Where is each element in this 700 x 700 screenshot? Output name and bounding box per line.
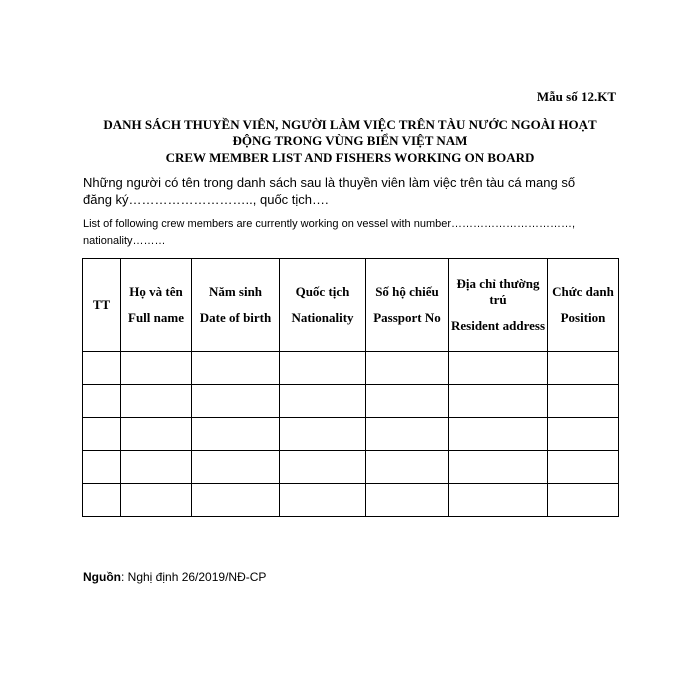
source-note (83, 570, 266, 584)
table-cell (83, 451, 121, 484)
table-cell (121, 385, 192, 418)
table-cell (449, 451, 548, 484)
table-cell (121, 352, 192, 385)
header-passport-no (366, 259, 449, 352)
header-passport-no-vi: Số hộ chiếu (375, 284, 439, 299)
table-row (83, 418, 619, 451)
header-tt-vi: TT (92, 297, 111, 312)
header-full-name-en: Full name (128, 310, 184, 325)
header-resident-address-en: Resident address (450, 318, 546, 333)
table-cell (449, 418, 548, 451)
crew-table (82, 258, 619, 517)
table-cell (548, 451, 619, 484)
header-full-name (121, 259, 192, 352)
intro-english: List of following crew members are currently working on vessel with number……………………………, nationality……… (83, 218, 576, 247)
header-date-of-birth-vi: Năm sinh (208, 284, 263, 299)
table-cell (366, 352, 449, 385)
table-cell (280, 484, 366, 517)
table-cell (366, 451, 449, 484)
table-cell (548, 418, 619, 451)
table-cell (83, 385, 121, 418)
intro-vietnamese: Những người có tên trong danh sách sau là thuyền viên làm việc trên tàu cá mang số đăng ký……………………….., quốc tịch…. (83, 175, 576, 207)
table-cell (366, 418, 449, 451)
table-header-row (83, 259, 619, 352)
title-line-2: ĐỘNG TRONG VÙNG BIỂN VIỆT NAM (232, 133, 468, 148)
header-full-name-vi: Họ và tên (129, 284, 183, 299)
table-cell (192, 418, 280, 451)
table-cell (83, 418, 121, 451)
header-date-of-birth (192, 259, 280, 352)
table-cell (548, 385, 619, 418)
table-cell (192, 385, 280, 418)
table-cell (548, 484, 619, 517)
table-cell (83, 352, 121, 385)
table-cell (121, 451, 192, 484)
table-cell (280, 352, 366, 385)
table-cell (280, 385, 366, 418)
table-cell (366, 385, 449, 418)
table-cell (449, 385, 548, 418)
header-nationality (280, 259, 366, 352)
source-text: : Nghị định 26/2019/NĐ-CP (121, 570, 267, 584)
table-cell (83, 484, 121, 517)
table-cell (366, 484, 449, 517)
header-position-vi: Chức danh (552, 284, 614, 299)
header-position (548, 259, 619, 352)
header-resident-address-vi: Địa chỉ thường trú (456, 276, 540, 307)
title-line-3: CREW MEMBER LIST AND FISHERS WORKING ON BOARD (165, 150, 535, 165)
table-row (83, 385, 619, 418)
table-cell (280, 418, 366, 451)
table-row (83, 352, 619, 385)
table-cell (192, 484, 280, 517)
header-resident-address (449, 259, 548, 352)
table-cell (280, 451, 366, 484)
header-passport-no-en: Passport No (373, 310, 441, 325)
source-label: Nguồn (83, 570, 121, 584)
table-cell (192, 451, 280, 484)
header-date-of-birth-en: Date of birth (199, 310, 272, 325)
table-cell (548, 352, 619, 385)
table-cell (121, 418, 192, 451)
table-cell (192, 352, 280, 385)
table-row (83, 451, 619, 484)
form-code: Mẫu số 12.KT (536, 89, 616, 104)
header-nationality-en: Nationality (291, 310, 354, 325)
table-cell (449, 484, 548, 517)
header-nationality-vi: Quốc tịch (295, 284, 350, 299)
table-cell (121, 484, 192, 517)
header-position-en: Position (560, 310, 606, 325)
title-line-1: DANH SÁCH THUYỀN VIÊN, NGƯỜI LÀM VIỆC TRÊN TÀU NƯỚC NGOÀI HOẠT (103, 117, 597, 132)
header-tt (83, 259, 121, 352)
table-cell (449, 352, 548, 385)
table-row (83, 484, 619, 517)
